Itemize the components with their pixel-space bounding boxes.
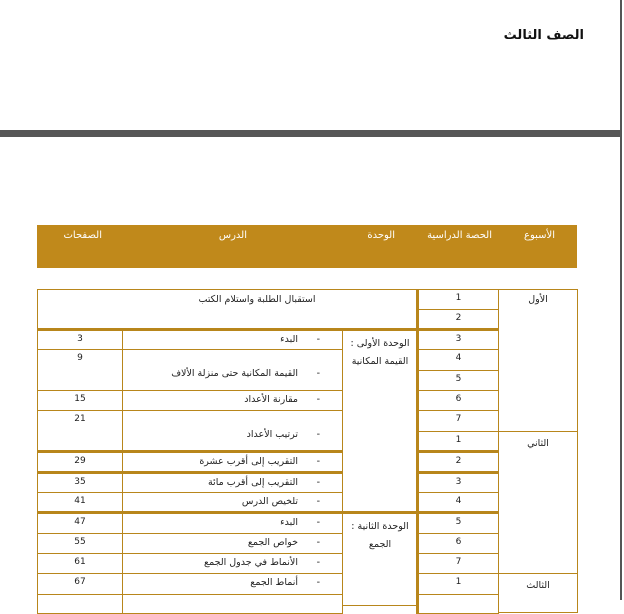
lesson-title: القيمة المكانية حتى منزلة الألاف xyxy=(171,368,298,379)
lesson-cell xyxy=(122,471,343,494)
period-cell xyxy=(416,349,499,371)
period-number: 4 xyxy=(455,496,462,506)
lesson-cell xyxy=(122,349,343,392)
lesson-title: البدء xyxy=(280,517,298,528)
header-pages: الصفحات xyxy=(63,230,102,241)
page-number-cell xyxy=(37,553,123,575)
page-number: 15 xyxy=(74,394,86,404)
page-number: 47 xyxy=(74,517,86,527)
period-cell xyxy=(416,533,499,554)
unit-cell xyxy=(342,511,418,606)
header-unit: الوحدة xyxy=(367,230,395,241)
lesson-title: مقارنة الأعداد xyxy=(244,394,298,405)
period-cell xyxy=(416,492,499,513)
period-number: 4 xyxy=(455,353,462,363)
intro-cell xyxy=(37,289,417,330)
unit-title: الوحدة الأولى : xyxy=(350,338,410,349)
page-number-cell xyxy=(37,328,123,351)
page-number-cell xyxy=(37,349,123,392)
lesson-dash: - xyxy=(316,557,320,568)
lesson-dash: - xyxy=(316,368,320,379)
lesson-dash: - xyxy=(316,394,320,405)
period-number: 2 xyxy=(455,313,462,323)
lesson-title: خواص الجمع xyxy=(247,537,298,548)
lesson-title: الأنماط في جدول الجمع xyxy=(204,557,298,568)
period-number: 1 xyxy=(455,293,462,303)
lesson-dash: - xyxy=(316,577,320,588)
lesson-title: التقريب إلى أقرب عشرة xyxy=(199,456,298,467)
lesson-title: تلخيص الدرس xyxy=(241,496,298,507)
week-cell xyxy=(498,431,578,574)
grade-title: الصف الثالث xyxy=(503,28,584,43)
lesson-title: البدء xyxy=(280,334,298,345)
lesson-dash: - xyxy=(316,496,320,507)
page-number: 67 xyxy=(74,577,86,587)
period-number: 1 xyxy=(455,435,462,445)
lesson-title: أنماط الجمع xyxy=(250,577,298,588)
period-number: 5 xyxy=(455,374,462,384)
lesson-dash: - xyxy=(316,477,320,488)
period-number: 5 xyxy=(455,517,462,527)
period-number: 7 xyxy=(455,414,462,424)
lesson-title: ترتيب الأعداد xyxy=(246,429,298,440)
table-row-continuation xyxy=(416,594,499,614)
page-number: 9 xyxy=(77,353,83,363)
period-cell xyxy=(416,553,499,574)
period-cell xyxy=(416,328,499,350)
page-number: 35 xyxy=(74,477,86,487)
period-number: 3 xyxy=(455,477,462,487)
unit-cell xyxy=(342,328,418,513)
period-cell xyxy=(416,309,499,330)
week-label: الثالث xyxy=(526,580,550,591)
period-cell xyxy=(416,390,499,411)
week-label: الأول xyxy=(528,294,548,305)
unit-title: الوحدة الثانية : xyxy=(351,521,409,532)
table-row-continuation xyxy=(122,594,343,614)
lesson-cell xyxy=(122,410,343,453)
lesson-dash: - xyxy=(316,517,320,528)
page-number-cell xyxy=(37,390,123,412)
page-number-cell xyxy=(37,471,123,494)
period-cell xyxy=(416,573,499,595)
week-cell xyxy=(498,573,578,613)
week-cell xyxy=(498,289,578,432)
page-number-cell xyxy=(37,533,123,555)
header-divider-bar xyxy=(0,130,621,137)
lesson-dash: - xyxy=(316,537,320,548)
header-period: الحصة الدراسية xyxy=(427,230,492,241)
table-row-continuation xyxy=(37,594,123,614)
lesson-dash: - xyxy=(316,429,320,440)
period-cell xyxy=(416,450,499,473)
page-number: 3 xyxy=(77,334,83,344)
lesson-cell xyxy=(122,511,343,534)
week-label: الثاني xyxy=(527,438,549,449)
period-cell xyxy=(416,471,499,493)
lesson-cell xyxy=(122,573,343,595)
header-week: الأسبوع xyxy=(523,230,555,241)
unit-name: الجمع xyxy=(368,539,392,550)
lesson-title: التقريب إلى أقرب مائة xyxy=(207,477,298,488)
period-number: 6 xyxy=(455,537,462,547)
period-cell xyxy=(416,511,499,534)
page-number: 41 xyxy=(74,496,86,506)
lesson-dash: - xyxy=(316,456,320,467)
lesson-cell xyxy=(122,553,343,575)
period-number: 2 xyxy=(455,456,462,466)
lesson-cell xyxy=(122,328,343,351)
lesson-cell xyxy=(122,390,343,412)
page-number-cell xyxy=(37,511,123,534)
lesson-dash: - xyxy=(316,334,320,345)
page-number: 55 xyxy=(74,537,86,547)
period-number: 7 xyxy=(455,557,462,567)
period-number: 3 xyxy=(455,334,462,344)
unit-name: القيمة المكانية xyxy=(351,356,409,367)
page-number-cell xyxy=(37,410,123,453)
lesson-cell xyxy=(122,533,343,555)
page-number-cell xyxy=(37,573,123,595)
page-edge-rule xyxy=(620,0,622,600)
period-cell xyxy=(416,431,499,452)
intro-text: استقبال الطلبة واستلام الكتب xyxy=(198,294,316,305)
table-header xyxy=(37,225,577,268)
page-number: 21 xyxy=(74,414,86,424)
period-cell xyxy=(416,370,499,391)
period-number: 1 xyxy=(455,577,462,587)
page-number: 29 xyxy=(74,456,86,466)
period-cell xyxy=(416,410,499,432)
period-number: 6 xyxy=(455,394,462,404)
page-number: 61 xyxy=(74,557,86,567)
header-lesson: الدرس xyxy=(218,230,247,241)
period-cell xyxy=(416,289,499,310)
